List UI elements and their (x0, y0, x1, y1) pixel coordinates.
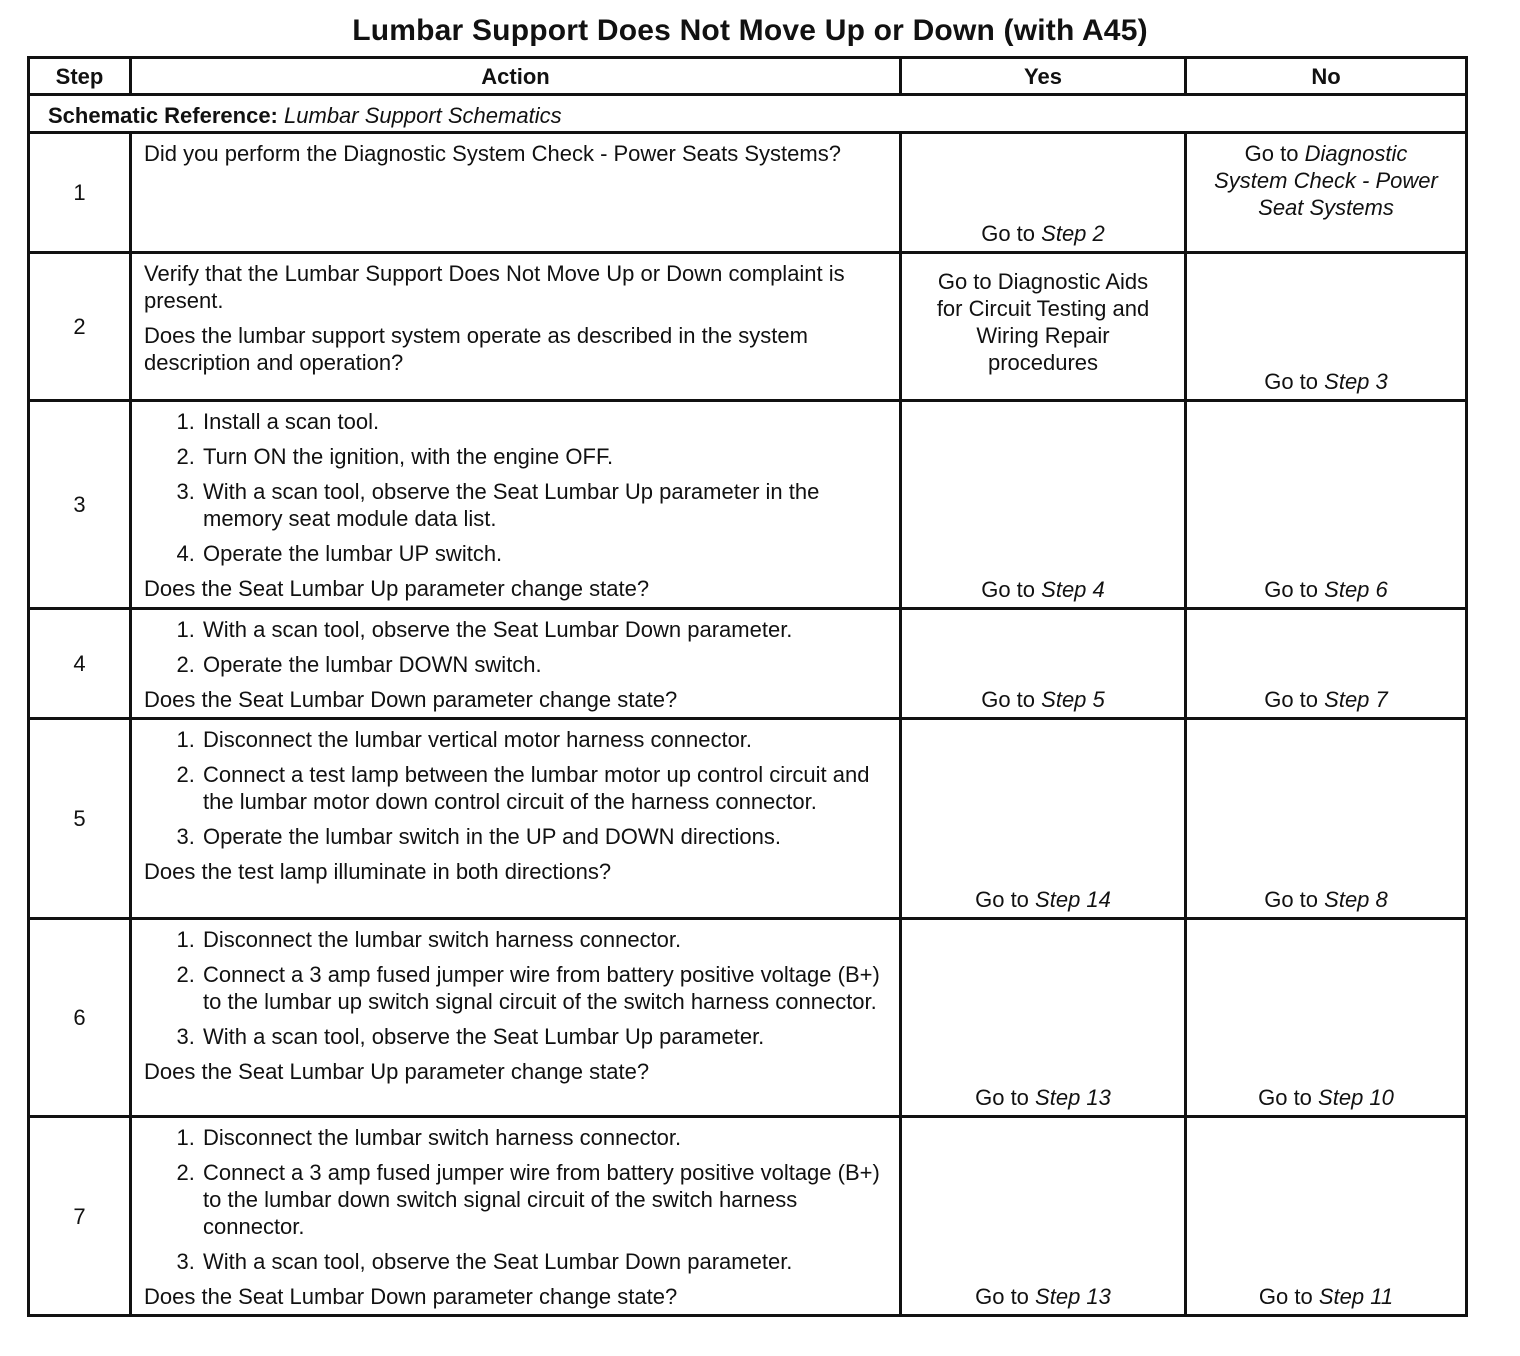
no-result (1187, 1283, 1465, 1310)
header-no: No (1186, 58, 1467, 95)
list-item: 1. Install a scan tool. (201, 408, 889, 435)
schematic-reference (29, 95, 1467, 133)
list-item: 2. Connect a test lamp between the lumbar motor up control circuit and the lumbar motor down control circuit of the harness connector. (201, 761, 889, 815)
table-row (29, 253, 1467, 401)
yes-result (902, 220, 1184, 247)
yes-cell (901, 401, 1186, 609)
go-to-label: Go to (1244, 141, 1299, 166)
list-item: 1. Disconnect the lumbar vertical motor harness connector. (201, 726, 889, 753)
go-to-label: Go to (975, 1284, 1029, 1309)
step-link[interactable]: Step 2 (1041, 221, 1105, 246)
list-item: 1. Disconnect the lumbar switch harness connector. (201, 926, 889, 953)
list-item: 2. Turn ON the ignition, with the engine OFF. (201, 443, 889, 470)
table-row (29, 609, 1467, 719)
go-to-label: Go to (1264, 577, 1319, 602)
action-instruction: Verify that the Lumbar Support Does Not Move Up or Down complaint is present. (144, 261, 845, 313)
step-number: 6 (29, 919, 131, 1117)
diagnostic-table (27, 56, 1468, 1317)
yes-result (902, 1084, 1184, 1111)
table-row (29, 133, 1467, 253)
step-link[interactable]: Step 11 (1318, 1284, 1394, 1309)
action-cell (131, 253, 901, 401)
list-item: 2. Connect a 3 amp fused jumper wire from battery positive voltage (B+) to the lumbar down switch signal circuit of the switch harness connector. (201, 1159, 889, 1240)
go-to-label: Go to (981, 687, 1036, 712)
no-cell (1186, 133, 1467, 253)
no-cell (1186, 919, 1467, 1117)
step-link[interactable]: Step 13 (1035, 1284, 1111, 1309)
yes-result (902, 576, 1184, 603)
action-question: Does the Seat Lumbar Up parameter change state? (144, 576, 650, 601)
step-link[interactable]: Step 3 (1324, 369, 1388, 394)
list-item: 3. With a scan tool, observe the Seat Lumbar Down parameter. (201, 1248, 889, 1275)
procedure-link[interactable]: Diagnostic System Check - Power Seat Systems (1214, 141, 1438, 220)
yes-cell (901, 919, 1186, 1117)
action-question: Does the Seat Lumbar Down parameter change state? (144, 1284, 678, 1309)
step-link[interactable]: Step 10 (1318, 1085, 1394, 1110)
step-link[interactable]: Step 8 (1324, 887, 1388, 912)
list-item: 4. Operate the lumbar UP switch. (201, 540, 889, 567)
no-cell (1186, 1117, 1467, 1316)
action-cell (131, 719, 901, 919)
go-to-label: Go to (975, 887, 1029, 912)
yes-cell (901, 253, 1186, 401)
go-to-label: Go to (1264, 687, 1319, 712)
yes-cell (901, 1117, 1186, 1316)
list-item: 1. With a scan tool, observe the Seat Lumbar Down parameter. (201, 616, 889, 643)
list-item: 3. With a scan tool, observe the Seat Lumbar Up parameter in the memory seat module data list. (201, 478, 889, 532)
step-link[interactable]: Step 14 (1035, 887, 1111, 912)
schematic-row (29, 95, 1467, 133)
go-to-label: Go to (981, 577, 1036, 602)
yes-result (902, 686, 1184, 713)
step-number: 3 (29, 401, 131, 609)
action-question: Did you perform the Diagnostic System Check - Power Seats Systems? (144, 141, 841, 166)
header-yes: Yes (901, 58, 1186, 95)
no-cell (1186, 401, 1467, 609)
yes-result: Go to Diagnostic Aids for Circuit Testing and Wiring Repair procedures (936, 269, 1150, 375)
go-to-label: Go to (975, 1085, 1029, 1110)
action-list (144, 1124, 889, 1275)
step-link[interactable]: Step 5 (1041, 687, 1105, 712)
no-result (1187, 134, 1465, 221)
action-question: Does the lumbar support system operate as described in the system description and operation? (144, 323, 808, 375)
action-list (144, 408, 889, 567)
step-link[interactable]: Step 4 (1041, 577, 1105, 602)
schematic-link[interactable]: Lumbar Support Schematics (284, 103, 562, 128)
table-row (29, 719, 1467, 919)
no-cell (1186, 253, 1467, 401)
no-result (1187, 576, 1465, 603)
step-link[interactable]: Step 13 (1035, 1085, 1111, 1110)
no-result (1187, 368, 1465, 395)
yes-cell (901, 133, 1186, 253)
action-list (144, 926, 889, 1050)
table-row (29, 1117, 1467, 1316)
table-row (29, 919, 1467, 1117)
yes-result (902, 886, 1184, 913)
header-action: Action (131, 58, 901, 95)
go-to-label: Go to (981, 221, 1036, 246)
step-number: 7 (29, 1117, 131, 1316)
yes-result (902, 1283, 1184, 1310)
list-item: 3. With a scan tool, observe the Seat Lumbar Up parameter. (201, 1023, 889, 1050)
no-result (1187, 686, 1465, 713)
no-cell (1186, 719, 1467, 919)
no-result (1187, 1084, 1465, 1111)
step-number: 4 (29, 609, 131, 719)
no-result (1187, 886, 1465, 913)
go-to-label: Go to (1264, 887, 1319, 912)
action-cell (131, 133, 901, 253)
list-item: 2. Operate the lumbar DOWN switch. (201, 651, 889, 678)
action-question: Does the test lamp illuminate in both directions? (144, 859, 612, 884)
go-to-label: Go to (1258, 1085, 1312, 1110)
step-number: 1 (29, 133, 131, 253)
list-item: 1. Disconnect the lumbar switch harness connector. (201, 1124, 889, 1151)
list-item: 3. Operate the lumbar switch in the UP and DOWN directions. (201, 823, 889, 850)
page-title: Lumbar Support Does Not Move Up or Down (with A45) (352, 14, 1148, 47)
no-cell (1186, 609, 1467, 719)
action-cell (131, 401, 901, 609)
go-to-label: Go to (1264, 369, 1319, 394)
action-question: Does the Seat Lumbar Down parameter change state? (144, 687, 678, 712)
yes-cell (901, 609, 1186, 719)
action-cell (131, 919, 901, 1117)
action-list (144, 616, 889, 678)
action-cell (131, 1117, 901, 1316)
header-step: Step (29, 58, 131, 95)
step-link[interactable]: Step 6 (1324, 577, 1388, 602)
step-number: 5 (29, 719, 131, 919)
go-to-label: Go to (1258, 1284, 1313, 1309)
step-link[interactable]: Step 7 (1324, 687, 1388, 712)
yes-cell (901, 719, 1186, 919)
list-item: 2. Connect a 3 amp fused jumper wire from battery positive voltage (B+) to the lumbar up switch signal circuit of the switch harness connector. (201, 961, 889, 1015)
action-question: Does the Seat Lumbar Up parameter change state? (144, 1059, 650, 1084)
header-row (29, 58, 1467, 95)
action-cell (131, 609, 901, 719)
action-list (144, 726, 889, 850)
table-row (29, 401, 1467, 609)
step-number: 2 (29, 253, 131, 401)
schematic-label: Schematic Reference: (48, 103, 278, 128)
